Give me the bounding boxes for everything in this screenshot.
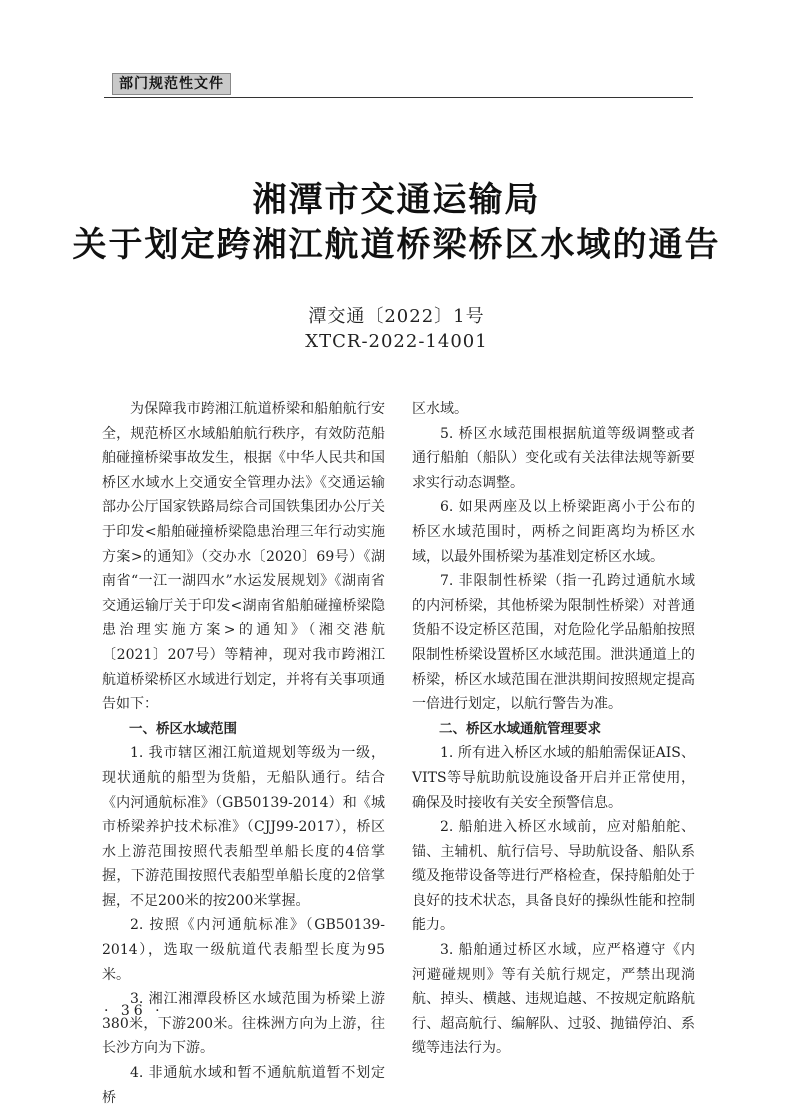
paragraph-intro: 为保障我市跨湘江航道桥梁和船舶航行安全，规范桥区水域船舶航行秩序，有效防范船舶碰撞桥梁事故发生，根据《中华人民共和国桥区水域水上交通安全管理办法》《交通运输部办公厅国家铁路局综合司国铁集团办公厅关于印发<船舶碰撞桥梁隐患治理三年行动实施方案>的通知》（交办水〔2020〕69号）《湖南省“一江一湖四水”水运发展规划》《湖南省交通运输厅关于印发<湖南省船舶碰撞桥梁隐患治理实施方案>的通知》（湘交港航〔2021〕207号）等精神，现对我市跨湘江航道桥梁桥区水域进行划定，并将有关事项通告如下： xyxy=(102,401,385,713)
paragraph: 4. 非通航水域和暂不通航航道暂不划定桥 xyxy=(102,1065,385,1106)
section-heading-2: 二、桥区水域通航管理要求 xyxy=(439,720,601,737)
title-line-1: 湘潭市交通运输局 xyxy=(252,180,541,220)
right-column xyxy=(412,397,695,1061)
paragraph: 2. 船舶进入桥区水域前，应对船舶舵、锚、主辅机、航行信号、导助航设备、船队系缆及拖带设备等进行严格检查，保持船舶处于良好的技术状态，具备良好的操纵性能和控制能力。 xyxy=(412,819,695,934)
paragraph-continued: 区水域。 xyxy=(412,401,468,417)
paragraph: 6. 如果两座及以上桥梁距离小于公布的桥区水域范围时，两桥之间距离均为桥区水域，以最外围桥梁为基准划定桥区水域。 xyxy=(412,499,695,565)
document-number: 潭交通〔2022〕1号 xyxy=(308,306,485,327)
paragraph: 1. 所有进入桥区水域的船舶需保证AIS、VITS等导航助航设施设备开启并正常使用，确保及时接收有关安全预警信息。 xyxy=(412,745,695,811)
paragraph: 1. 我市辖区湘江航道规划等级为一级，现状通航的船型为货船，无船队通行。结合《内河通航标准》（GB50139-2014）和《城市桥梁养护技术标准》（CJJ99-2017），桥区水上游范围按照代表船型单船长度的4倍掌握，下游范围按照代表船型单船长度的2倍掌握，不足200米的按200米掌握。 xyxy=(102,745,385,909)
section-heading-1: 一、桥区水域范围 xyxy=(129,720,237,737)
paragraph: 7. 非限制性桥梁（指一孔跨过通航水域的内河桥梁，其他桥梁为限制性桥梁）对普通货船不设定桥区范围，对危险化学品船舶按照限制性桥梁设置桥区水域范围。泄洪通道上的桥梁，桥区水域范围在泄洪期间按照规定提高一倍进行划定，以航行警告为准。 xyxy=(412,573,695,713)
header-divider xyxy=(104,97,693,98)
paragraph: 3. 船舶通过桥区水域，应严格遵守《内河避碰规则》等有关航行规定，严禁出现淌航、掉头、横越、违规追越、不按规定航路航行、超高航行、编解队、过驳、抛锚停泊、系缆等违法行为。 xyxy=(412,942,695,1057)
document-code: XTCR-2022-14001 xyxy=(305,331,488,352)
title-line-2: 关于划定跨湘江航道桥梁桥区水域的通告 xyxy=(72,225,721,265)
section-tag: 部门规范性文件 xyxy=(112,73,231,95)
paragraph: 5. 桥区水域范围根据航道等级调整或者通行船舶（船队）变化或有关法律法规等新要求实行动态调整。 xyxy=(412,425,695,491)
paragraph: 2. 按照《内河通航标准》（GB50139-2014），选取一级航道代表船型长度为95米。 xyxy=(102,917,385,983)
paragraph: 3. 湘江湘潭段桥区水域范围为桥梁上游380米，下游200米。往株洲方向为上游，往长沙方向为下游。 xyxy=(102,991,385,1057)
page-number: · 36 · xyxy=(104,1003,164,1019)
